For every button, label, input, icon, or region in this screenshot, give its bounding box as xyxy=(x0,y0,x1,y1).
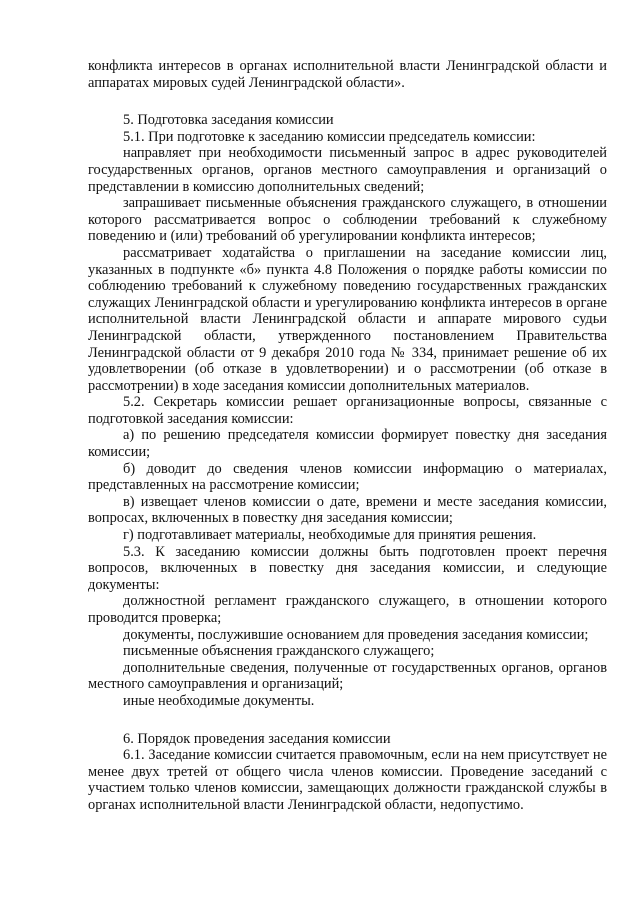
section-heading-5: 5. Подготовка заседания комиссии xyxy=(123,112,334,129)
paragraph-5-2-b: б) доводит до сведения членов комиссии информацию о материалах, представленных на рассмотрение комиссии; xyxy=(88,460,607,494)
paragraph-5-3-item-2: документы, послужившие основанием для проведения заседания комиссии; xyxy=(123,626,589,643)
paragraph-5-3-item-3: письменные объяснения гражданского служащего; xyxy=(123,643,435,660)
paragraph-5-2-v: в) извещает членов комиссии о дате, времени и месте заседания комиссии, вопросах, включенных в повестку дня заседания комиссии; xyxy=(88,493,607,527)
paragraph-5-1-item-2: запрашивает письменные объяснения гражданского служащего, в отношении которого рассматривается вопрос о соблюдении требований к служебному поведению и (или) требований об урегулировании конфликта интересов; xyxy=(88,195,607,245)
paragraph-5-3-item-4: дополнительные сведения, полученные от государственных органов, органов местного самоуправления и организаций; xyxy=(88,659,607,693)
continuation-paragraph: конфликта интересов в органах исполнительной власти Ленинградской области и аппаратах мировых судей Ленинградской области». xyxy=(88,58,607,91)
paragraph-5-3-item-5: иные необходимые документы. xyxy=(123,692,315,709)
paragraph-5-2-a: а) по решению председателя комиссии формирует повестку дня заседания комиссии; xyxy=(88,427,607,461)
paragraph-5-1-item-1: направляет при необходимости письменный запрос в адрес руководителей государственных органов, органов местного самоуправления и организаций о представлении в комиссию дополнительных сведений; xyxy=(88,145,607,195)
paragraph-5-3-item-1: должностной регламент гражданского служащего, в отношении которого проводится проверка; xyxy=(88,593,607,626)
paragraph-6-1: 6.1. Заседание комиссии считается правомочным, если на нем присутствует не менее двух третей от общего числа членов комиссии. Проведение заседаний с участием только членов комиссии, замещающих должности гражданской службы в органах исполнительной власти Ленинградской области, недопустимо. xyxy=(88,747,607,813)
document-page xyxy=(88,58,607,814)
section-heading-6: 6. Порядок проведения заседания комиссии xyxy=(123,730,391,747)
paragraph-5-3: 5.3. К заседанию комиссии должны быть подготовлен проект перечня вопросов, включенных в повестку дня заседания комиссии, и следующие документы: xyxy=(88,543,607,593)
paragraph-5-2-g: г) подготавливает материалы, необходимые для принятия решения. xyxy=(123,527,537,544)
paragraph-5-2: 5.2. Секретарь комиссии решает организационные вопросы, связанные с подготовкой заседания комиссии: xyxy=(88,394,607,427)
paragraph-5-1-item-3: рассматривает ходатайства о приглашении на заседание комиссии лиц, указанных в подпункте «б» пункта 4.8 Положения о порядке работы комиссии по соблюдению требований к служебному поведению государственных гражданских служащих Ленинградской области и урегулированию конфликта интересов в органе исполнительной власти Ленинградской области и аппарате мирового судьи Ленинградской области, утвержденного постановлением Правительства Ленинградской области от 9 декабря 2010 года № 334, принимает решение об их удовлетворении (об отказе в удовлетворении) и о рассмотрении (об отказе в рассмотрении) в ходе заседания комиссии дополнительных материалов. xyxy=(88,244,607,394)
paragraph-5-1: 5.1. При подготовке к заседанию комиссии председатель комиссии: xyxy=(123,128,536,145)
section-gap xyxy=(88,91,607,112)
section-gap xyxy=(88,710,607,731)
